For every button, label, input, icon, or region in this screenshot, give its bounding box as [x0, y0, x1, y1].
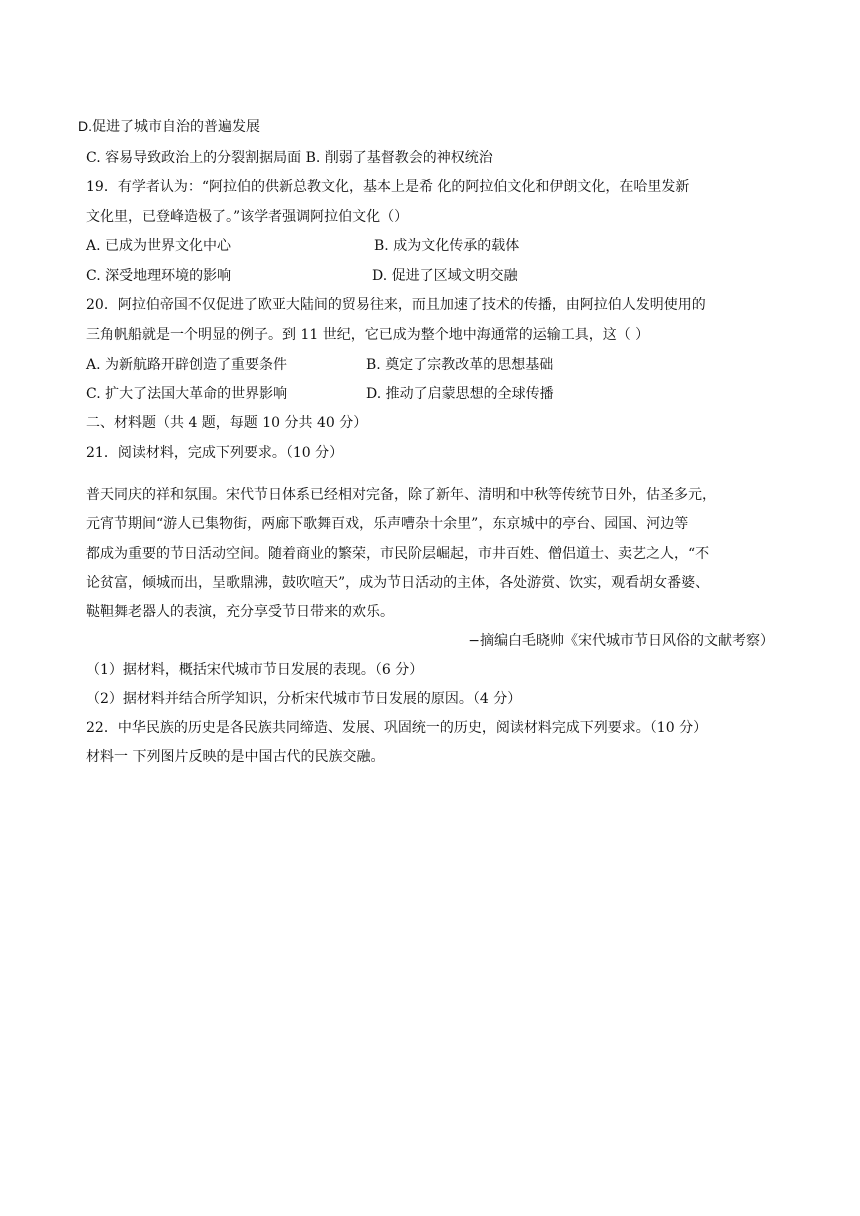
material-line: 普天同庆的祥和氛围。宋代节日体系已经相对完备，除了新年、清明和中秋等传统节日外，估圣多元， — [86, 487, 716, 503]
question-19-stem-line-1: 19．有学者认为：“阿拉伯的供新总教文化，基本上是希 化的阿拉伯文化和伊朗文化，在哈里发新 — [86, 179, 690, 195]
question-21-subquestion-2: （2）据材料并结合所学知识，分析宋代城市节日发展的原因。（4 分） — [86, 691, 522, 707]
material-line: 都成为重要的节日活动空间。随着商业的繁荣，市民阶层崛起，市井百姓、僧侣道士、卖艺之人，“不 — [86, 546, 710, 562]
option-d-previous: D.促进了城市自治的普遍发展 — [78, 118, 260, 134]
options-c-b-previous: C. 容易导致政治上的分裂割据局面 B. 削弱了基督教会的神权统治 — [86, 150, 493, 166]
question-20-stem-line-2: 三角帆船就是一个明显的例子。到 11 世纪，它已成为整个地中海通常的运输工具，这（ ） — [86, 327, 650, 343]
question-22-material-1-intro: 材料一 下列图片反映的是中国古代的民族交融。 — [86, 749, 385, 765]
question-20-option-d: D. 推动了启蒙思想的全球传播 — [366, 386, 554, 402]
material-line: 鞑靼舞老器人的表演，充分享受节日带来的欢乐。 — [86, 604, 394, 620]
question-20-stem-line-1: 20．阿拉伯帝国不仅促进了欧亚大陆间的贸易往来，而且加速了技术的传播，由阿拉伯人发明使用的 — [86, 297, 706, 313]
material-line: 论贫富，倾城而出，呈歌鼎沸，鼓吹喧天”，成为节日活动的主体，各处游赏、饮实，观看胡女番婆、 — [86, 575, 710, 591]
question-22-stem: 22．中华民族的历史是各民族共同缔造、发展、巩固统一的历史，阅读材料完成下列要求。（10 分） — [86, 720, 708, 736]
question-20-option-b: B. 奠定了宗教改革的思想基础 — [366, 357, 554, 373]
material-source-citation: −摘编白毛晓帅《宋代城市节日风俗的文献考察） — [468, 633, 774, 649]
question-19-option-d: D. 促进了区域文明交融 — [372, 268, 518, 284]
question-20-option-c: C. 扩大了法国大革命的世界影响 — [86, 386, 288, 402]
section-heading-materials: 二、材料题（共 4 题，每题 10 分共 40 分） — [86, 415, 368, 431]
question-21-subquestion-1: （1）据材料，概括宋代城市节日发展的表现。（6 分） — [86, 662, 424, 678]
question-21-stem: 21．阅读材料，完成下列要求。（10 分） — [86, 445, 344, 461]
question-20-option-a: A. 为新航路开辟创造了重要条件 — [86, 357, 288, 373]
question-19-option-a: A. 已成为世界文化中心 — [86, 238, 232, 254]
material-line: 元宵节期间“游人已集物街，两廊下歌舞百戏，乐声嘈杂十余里”，东京城中的亭台、园国、河边等 — [86, 516, 689, 532]
question-19-stem-line-2: 文化里，已登峰造极了。”该学者强调阿拉伯文化（） — [86, 209, 409, 225]
question-19-option-c: C. 深受地理环境的影响 — [86, 268, 232, 284]
question-19-option-b: B. 成为文化传承的载体 — [374, 238, 520, 254]
